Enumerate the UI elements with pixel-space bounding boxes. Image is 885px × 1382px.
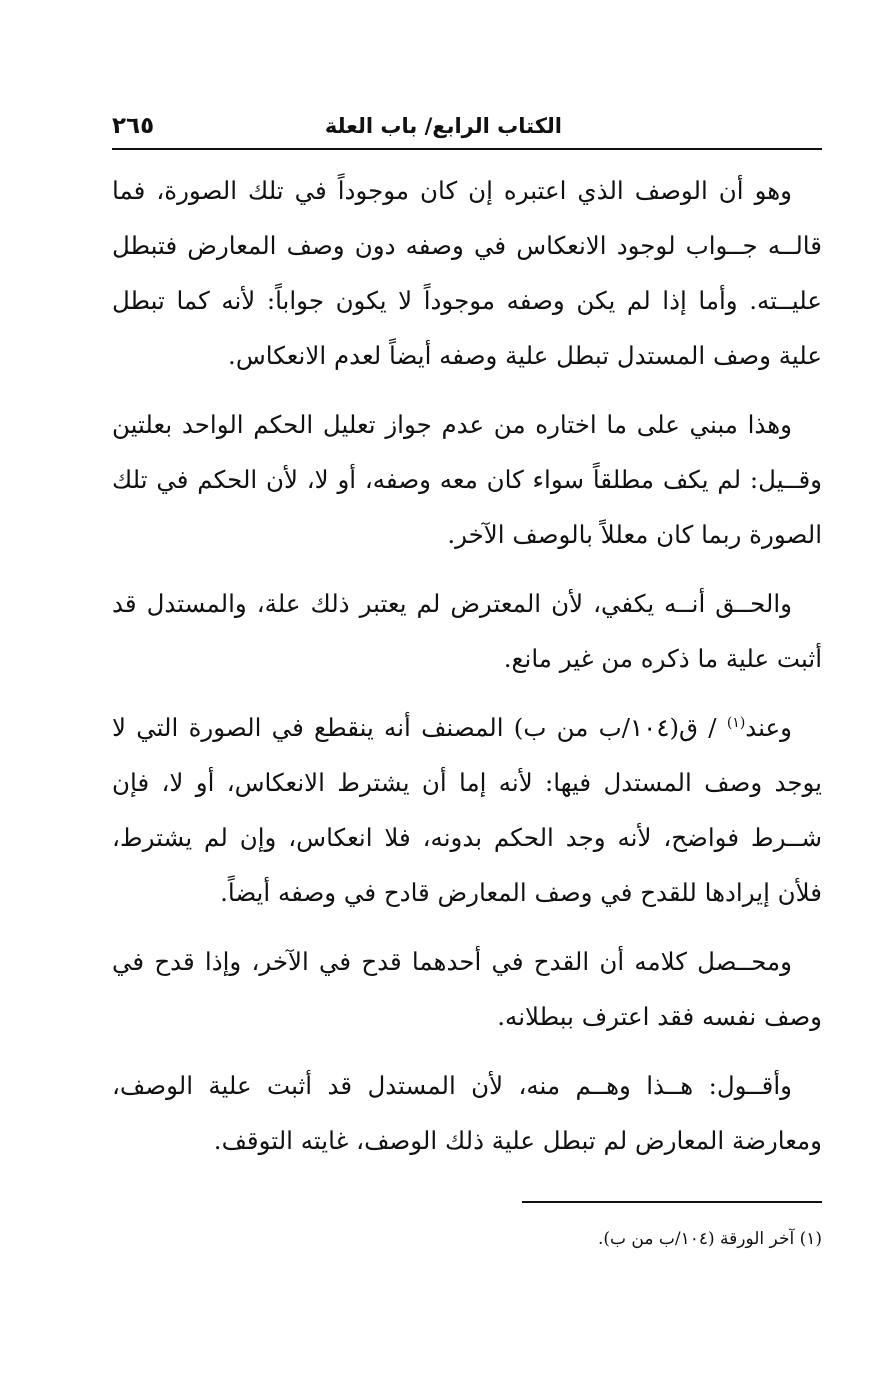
footnote: (١) آخر الورقة (١٠٤/ب من ب). [597,1229,822,1249]
paragraph-4-body: / ق(١٠٤/ب من ب) المصنف أنه ينقطع في الصورة التي لا يوجد وصف المستدل فيها: لأنه إما أن يشترط الانعكاس، أو لا، فإن شــرط فواضح، لأنه وجد الحكم بدونه، فلا انعكاس، وإن لم يشترط، فلأن إيرادها للقدح في وصف المعارض قادح في وصفه أيضاً. [112,713,822,907]
main-text [112,163,822,1182]
footnote-reference[interactable]: (١) [726,714,746,731]
chapter-title: الكتاب الرابع/ باب العلة [324,114,562,138]
paragraph-3: والحــق أنــه يكفي، لأن المعترض لم يعتبر ذلك علة، والمستدل قد أثبت علية ما ذكره من غير مانع. [112,589,822,673]
paragraph-1: وهو أن الوصف الذي اعتبره إن كان موجوداً في تلك الصورة، فما قالــه جــواب لوجود الانعكاس في وصفه دون وصف المعارض فتبطل عليــته. وأما إذا لم يكن وصفه موجوداً لا يكون جواباً: لأنه كما تبطل علية وصف المستدل تبطل علية وصفه أيضاً لعدم الانعكاس. [112,176,822,370]
paragraph-5: ومحــصل كلامه أن القدح في أحدهما قدح في الآخر، وإذا قدح في وصف نفسه فقد اعترف ببطلانه. [112,947,822,1031]
running-header [112,106,822,146]
paragraph-2: وهذا مبني على ما اختاره من عدم جواز تعليل الحكم الواحد بعلتين وقــيل: لم يكف مطلقاً سواء كان معه وصفه، أو لا، لأن الحكم في تلك الصورة ربما كان معللاً بالوصف الآخر. [112,410,822,549]
page-number: ٢٦٥ [112,113,155,139]
header-divider [112,148,822,150]
paragraph-6: وأقــول: هــذا وهــم منه، لأن المستدل قد أثبت علية الوصف، ومعارضة المعارض لم تبطل علية ذلك الوصف، غايته التوقف. [112,1071,822,1155]
footnote-divider [522,1201,822,1203]
paragraph-4-lead: وعند [745,713,792,742]
paragraph-4 [112,700,822,920]
